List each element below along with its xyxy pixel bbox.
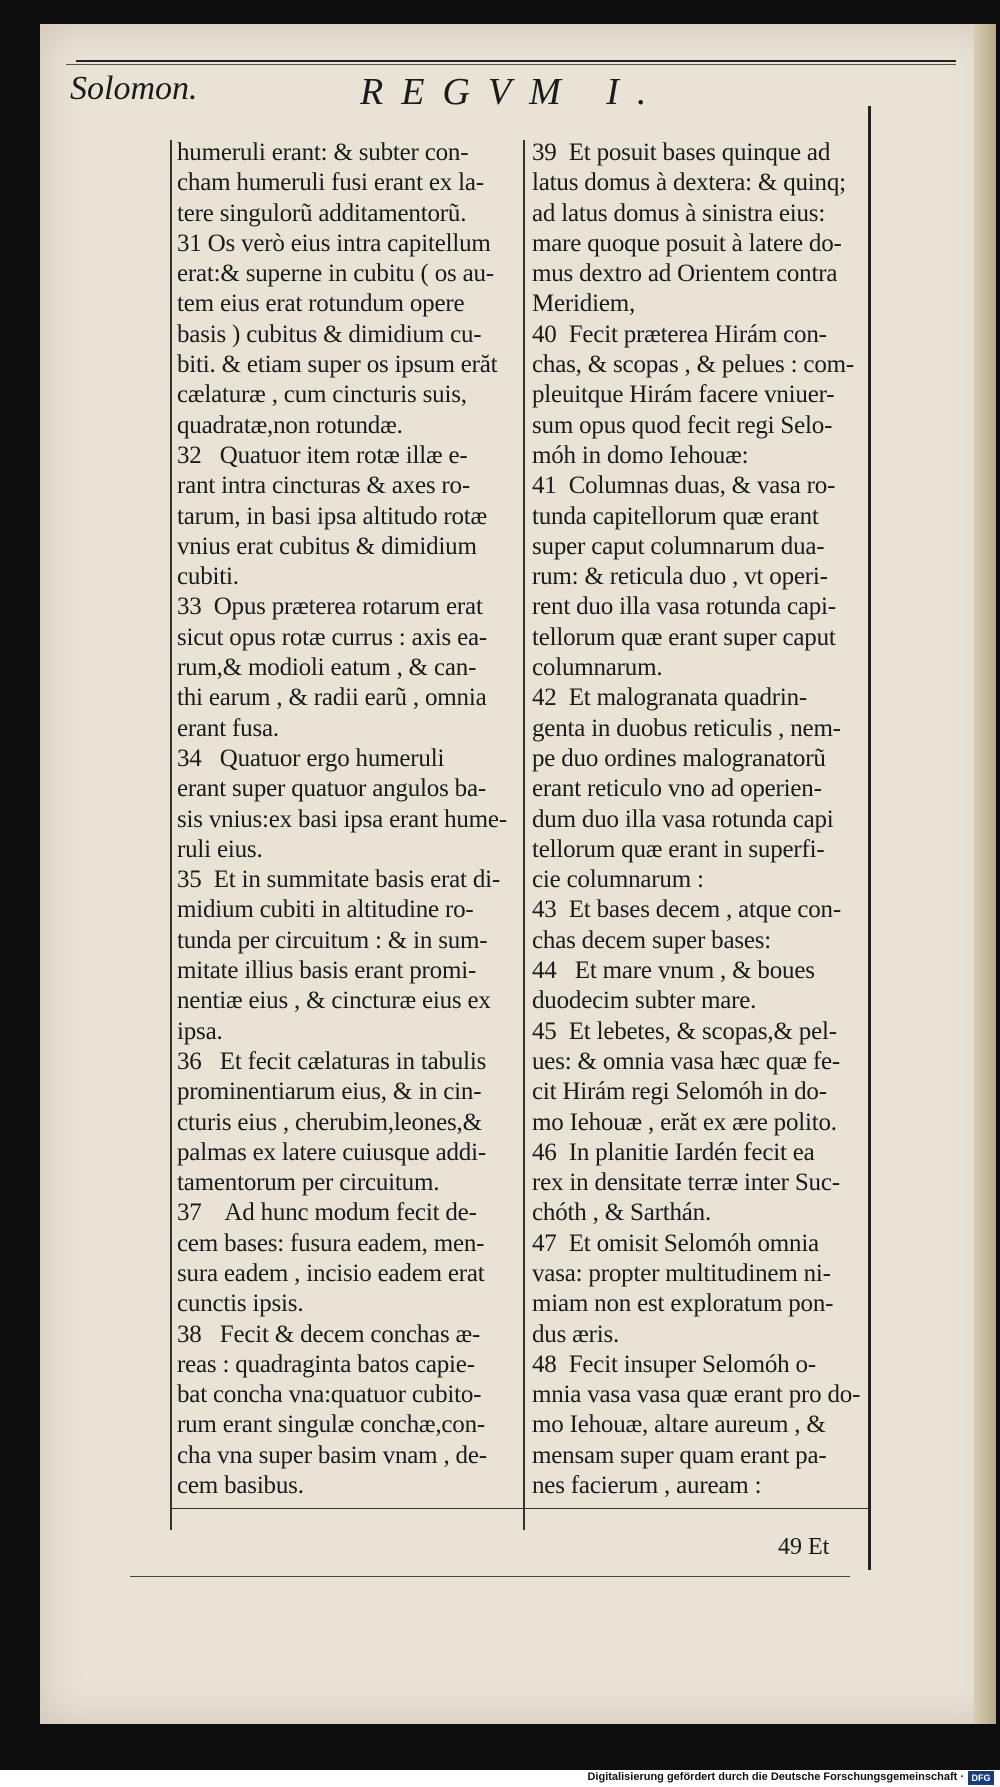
running-head-left: Solomon. (70, 70, 198, 107)
text-line: cha vna super basim vnam , de- (177, 1441, 487, 1469)
text-line: Meridiem, (532, 290, 636, 318)
text-line: cem bases: fusura eadem, men- (177, 1229, 485, 1257)
text-line: ad latus domus à sinistra eius: (532, 199, 826, 227)
catchword: 49 Et (778, 1534, 830, 1560)
column-frame-left (170, 140, 172, 1530)
text-line: rum erant singulæ conchæ,con- (177, 1411, 486, 1439)
text-line: humeruli erant: & subter con- (177, 139, 469, 166)
text-line: móh in domo Iehouæ: (532, 441, 749, 469)
text-line: dum duo illa vasa rotunda capi (532, 805, 834, 833)
text-line: mo Iehouæ , erăt ex ære polito. (532, 1108, 837, 1136)
text-line: 31 Os verò eius intra capitellum (177, 229, 491, 257)
text-line: sicut opus rotæ currus : axis ea- (177, 623, 488, 651)
text-line: ruli eius. (177, 835, 263, 863)
text-line: miam non est exploratum pon- (532, 1290, 834, 1318)
text-line: midium cubiti in altitudine ro- (177, 896, 474, 924)
text-line: tunda per circuitum : & in sum- (177, 926, 488, 954)
text-line: mnia vasa vasa quæ erant pro do- (532, 1381, 861, 1409)
text-line: sum opus quod fecit regi Selo- (532, 411, 833, 439)
text-line: cit Hirám regi Selomóh in do- (532, 1078, 827, 1106)
text-line: nentiæ eius , & cincturæ eius ex (177, 987, 491, 1015)
text-line: chas decem super bases: (532, 926, 772, 954)
text-column-left (177, 138, 517, 1501)
text-line: mo Iehouæ, altare aureum , & (532, 1411, 826, 1439)
text-line: 42 Et malogranata quadrin- (532, 684, 808, 712)
text-line: 41 Columnas duas, & vasa ro- (532, 472, 836, 500)
text-line: cælaturæ , cum cincturis suis, (177, 381, 467, 409)
text-line: sura eadem , incisio eadem erat (177, 1259, 485, 1287)
text-line: nes facierum , auream : (532, 1472, 762, 1500)
text-line: tarum, in basi ipsa altitudo rotæ (177, 502, 488, 530)
header-rule (76, 60, 956, 62)
text-column-right (532, 138, 864, 1501)
text-line: cem basibus. (177, 1472, 304, 1500)
header-rule-secondary (66, 64, 956, 65)
text-line: pe duo ordines malogranatorũ (532, 744, 826, 772)
text-line: reas : quadraginta batos capie- (177, 1350, 475, 1378)
text-line: tunda capitellorum quæ erant (532, 502, 819, 530)
text-line: biti. & etiam super os ipsum erăt (177, 351, 498, 379)
text-line: 33 Opus præterea rotarum erat (177, 593, 483, 621)
text-line: vnius erat cubitus & dimidium (177, 532, 477, 560)
text-line: mare quoque posuit à latere do- (532, 229, 842, 257)
text-line: cie columnarum : (532, 866, 704, 894)
text-line: rent duo illa vasa rotunda capi- (532, 593, 836, 621)
footer-rule (130, 1576, 850, 1577)
text-line: 40 Fecit præterea Hirám con- (532, 320, 827, 348)
text-line: rant intra cincturas & axes ro- (177, 472, 470, 500)
text-line: cubiti. (177, 563, 239, 591)
text-line: chóth , & Sarthán. (532, 1199, 712, 1227)
text-line: rum: & reticula duo , vt operi- (532, 563, 828, 591)
text-line: rum,& modioli eatum , & can- (177, 654, 477, 682)
text-line: cturis eius , cherubim,leones,& (177, 1108, 482, 1136)
text-line: 36 Et fecit cælaturas in tabulis (177, 1047, 487, 1075)
text-line: mus dextro ad Orientem contra (532, 260, 838, 288)
text-line: 46 In planitie Iardén fecit ea (532, 1138, 815, 1166)
text-line: tamentorum per circuitum. (177, 1169, 440, 1197)
text-line: thi earum , & radii earũ , omnia (177, 684, 487, 712)
text-line: latus domus à dextera: & quinq; (532, 169, 846, 197)
text-line: prominentiarum eius, & in cin- (177, 1078, 482, 1106)
text-line: super caput columnarum dua- (532, 532, 825, 560)
text-line: basis ) cubitus & dimidium cu- (177, 320, 482, 348)
text-line: duodecim subter mare. (532, 987, 757, 1015)
text-block-bottom-rule (170, 1508, 870, 1509)
text-line: sis vnius:ex basi ipsa erant hume- (177, 805, 507, 833)
text-line: 37 Ad hunc modum fecit de- (177, 1199, 477, 1227)
text-line: 48 Fecit insuper Selomóh o- (532, 1350, 816, 1378)
text-line: 47 Et omisit Selomóh omnia (532, 1229, 819, 1257)
column-frame-right (868, 106, 871, 1570)
text-line: tem eius erat rotundum opere (177, 290, 465, 318)
text-line: mensam super quam erant pa- (532, 1441, 827, 1469)
text-line: 35 Et in summitate basis erat di- (177, 866, 500, 894)
text-line: 44 Et mare vnum , & boues (532, 957, 815, 985)
text-line: vasa: propter multitudinem ni- (532, 1259, 831, 1287)
page-spine-edge (974, 24, 996, 1724)
text-line: quadratæ,non rotundæ. (177, 411, 403, 439)
text-line: erat:& superne in cubitu ( os au- (177, 260, 494, 288)
text-line: 38 Fecit & decem conchas æ- (177, 1320, 481, 1348)
text-line: ipsa. (177, 1017, 223, 1045)
text-line: columnarum. (532, 654, 663, 682)
running-head-title: REGVM I. (360, 71, 665, 113)
text-line: bat concha vna:quatuor cubito- (177, 1381, 482, 1409)
text-line: genta in duobus reticulis , nem- (532, 714, 841, 742)
dfg-logo: DFG (968, 1771, 994, 1785)
text-line: 39 Et posuit bases quinque ad (532, 139, 831, 166)
text-line: cunctis ipsis. (177, 1290, 304, 1318)
text-line: 45 Et lebetes, & scopas,& pel- (532, 1017, 837, 1045)
text-line: ues: & omnia vasa hæc quæ fe- (532, 1047, 841, 1075)
text-line: tellorum quæ erant in superfi- (532, 835, 825, 863)
text-line: erant fusa. (177, 714, 279, 742)
text-line: 43 Et bases decem , atque con- (532, 896, 841, 924)
funding-notice: Digitalisierung gefördert durch die Deutsche Forschungsgemeinschaft · (587, 1771, 964, 1783)
text-line: tellorum quæ erant super caput (532, 623, 836, 651)
text-line: 32 Quatuor item rotæ illæ e- (177, 441, 468, 469)
text-line: erant super quatuor angulos ba- (177, 775, 486, 803)
text-line: palmas ex latere cuiusque addi- (177, 1138, 486, 1166)
text-line: dus æris. (532, 1320, 620, 1348)
text-line: rex in densitate terræ inter Suc- (532, 1169, 840, 1197)
text-line: chas, & scopas , & pelues : com- (532, 351, 854, 379)
text-line: cham humeruli fusi erant ex la- (177, 169, 484, 197)
text-line: mitate illius basis erant promi- (177, 957, 477, 985)
text-line: 34 Quatuor ergo humeruli (177, 744, 445, 772)
text-line: tere singulorũ additamentorũ. (177, 199, 467, 227)
text-line: erant reticulo vno ad operien- (532, 775, 822, 803)
column-divider (523, 140, 525, 1530)
text-line: pleuitque Hirám facere vniuer- (532, 381, 835, 409)
